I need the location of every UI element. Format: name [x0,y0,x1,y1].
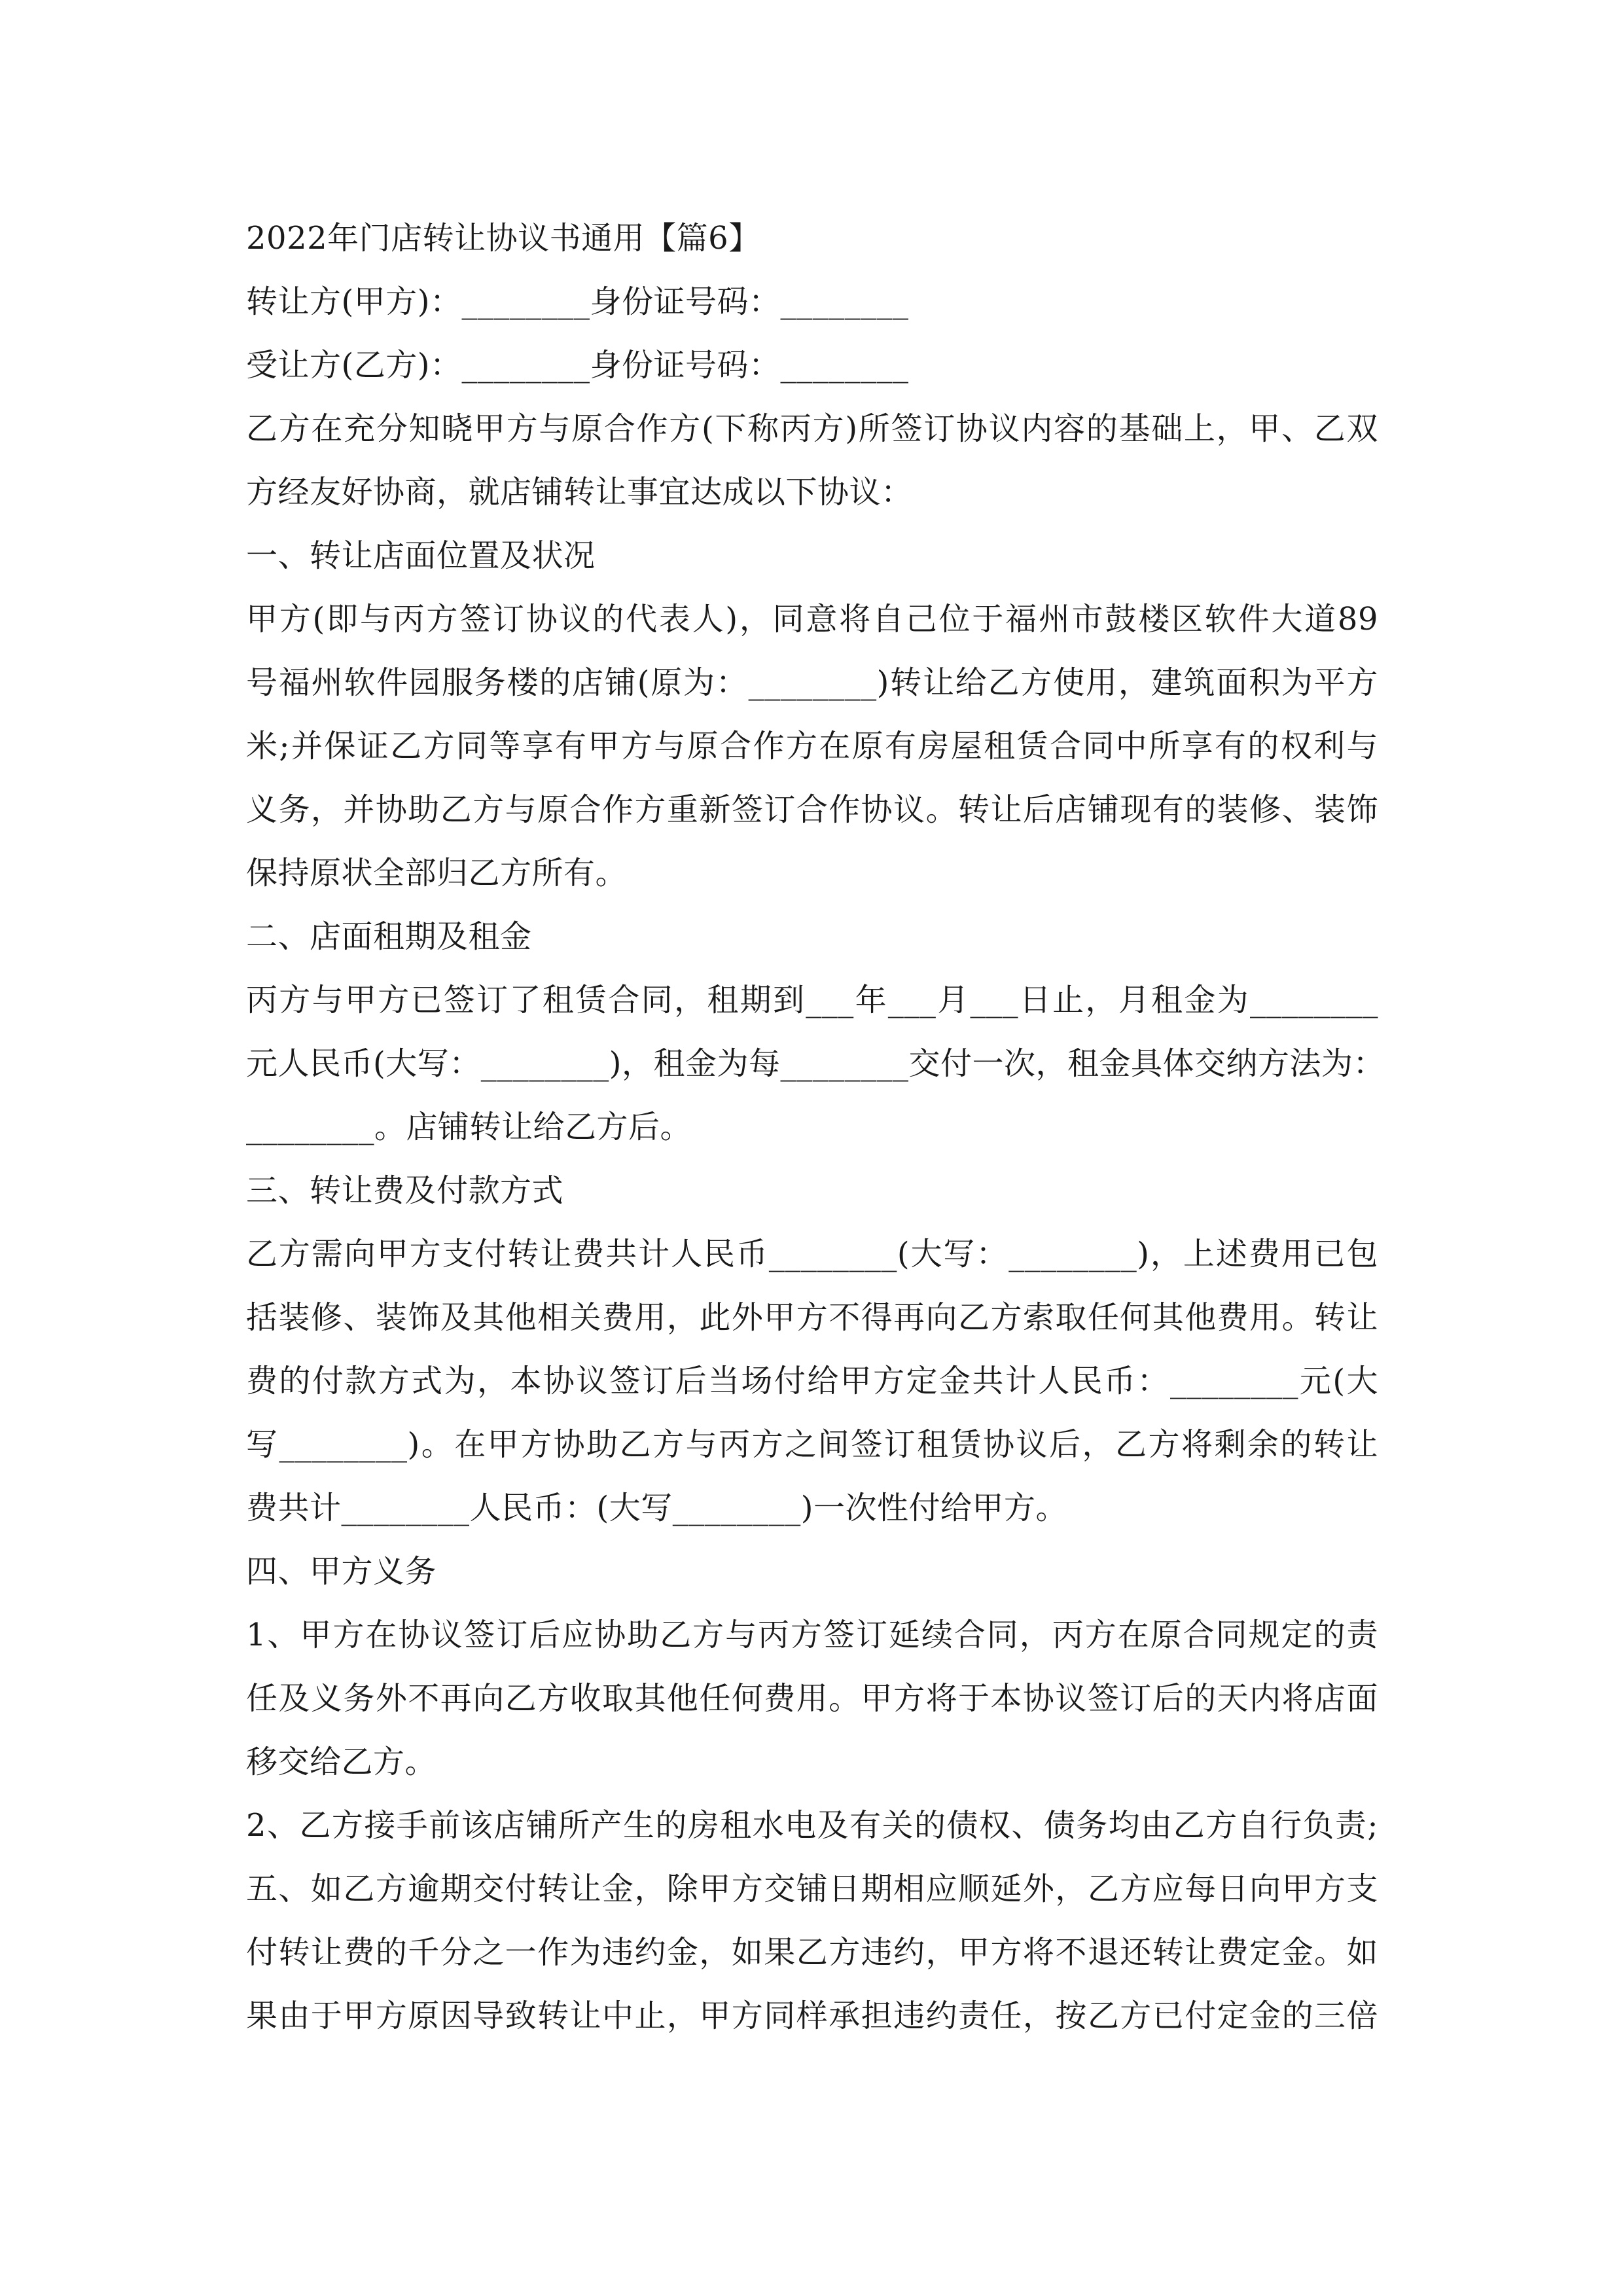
section4-line: 1、甲方在协议签订后应协助乙方与丙方签订延续合同，丙方在原合同规定的责 [246,1617,1378,1653]
section2-line: 元人民币(大写：________)，租金为每________交付一次，租金具体交纳方法为： [246,1045,1385,1082]
section2-line: 丙方与甲方已签订了租赁合同，租期到___年___月___日止，月租金为________ [246,982,1378,1018]
section1-line: 号福州软件园服务楼的店铺(原为：________)转让给乙方使用，建筑面积为平方 [246,664,1378,701]
section-heading: 三、转让费及付款方式 [246,1172,564,1209]
section4-line: 2、乙方接手前该店铺所产生的房租水电及有关的债权、债务均由乙方自行负责; [246,1807,1378,1844]
section5-line: 付转让费的千分之一作为违约金，如果乙方违约，甲方将不退还转让费定金。如 [246,1934,1378,1971]
section3-line: 括装修、装饰及其他相关费用，此外甲方不得再向乙方索取任何其他费用。转让 [246,1299,1378,1336]
section-heading: 四、甲方义务 [246,1553,437,1590]
party-a-line: 转让方(甲方)：________身份证号码：________ [246,283,909,320]
section1-line: 保持原状全部归乙方所有。 [246,855,628,891]
section1-line: 米;并保证乙方同等享有甲方与原合作方在原有房屋租赁合同中所享有的权利与 [246,728,1378,764]
section3-line: 费的付款方式为，本协议签订后当场付给甲方定金共计人民币：________元(大 [246,1363,1378,1399]
section4-line: 移交给乙方。 [246,1744,437,1780]
section-heading: 二、店面租期及租金 [246,918,532,955]
section2-line: ________。店铺转让给乙方后。 [246,1109,692,1145]
intro-line: 乙方在充分知晓甲方与原合作方(下称丙方)所签订协议内容的基础上，甲、乙双 [246,410,1378,447]
section4-line: 任及义务外不再向乙方收取其他任何费用。甲方将于本协议签订后的天内将店面 [246,1680,1378,1717]
document-body [246,207,1385,2048]
section-heading: 一、转让店面位置及状况 [246,537,596,574]
document-title: 2022年门店转让协议书通用【篇6】 [246,220,760,257]
intro-line: 方经友好协商，就店铺转让事宜达成以下协议： [246,474,913,511]
section5-line: 五、如乙方逾期交付转让金，除甲方交铺日期相应顺延外，乙方应每日向甲方支 [246,1871,1378,1907]
party-b-line: 受让方(乙方)：________身份证号码：________ [246,347,909,384]
section3-line: 费共计________人民币：(大写________)一次性付给甲方。 [246,1490,1067,1526]
section3-line: 乙方需向甲方支付转让费共计人民币________(大写：________)，上述费用已包 [246,1236,1378,1272]
section3-line: 写________)。在甲方协助乙方与丙方之间签订租赁协议后，乙方将剩余的转让 [246,1426,1378,1463]
section1-line: 义务，并协助乙方与原合作方重新签订合作协议。转让后店铺现有的装修、装饰 [246,791,1378,828]
section5-line: 果由于甲方原因导致转让中止，甲方同样承担违约责任，按乙方已付定金的三倍 [246,1998,1378,2034]
section1-line: 甲方(即与丙方签订协议的代表人)，同意将自己位于福州市鼓楼区软件大道89 [246,601,1378,637]
